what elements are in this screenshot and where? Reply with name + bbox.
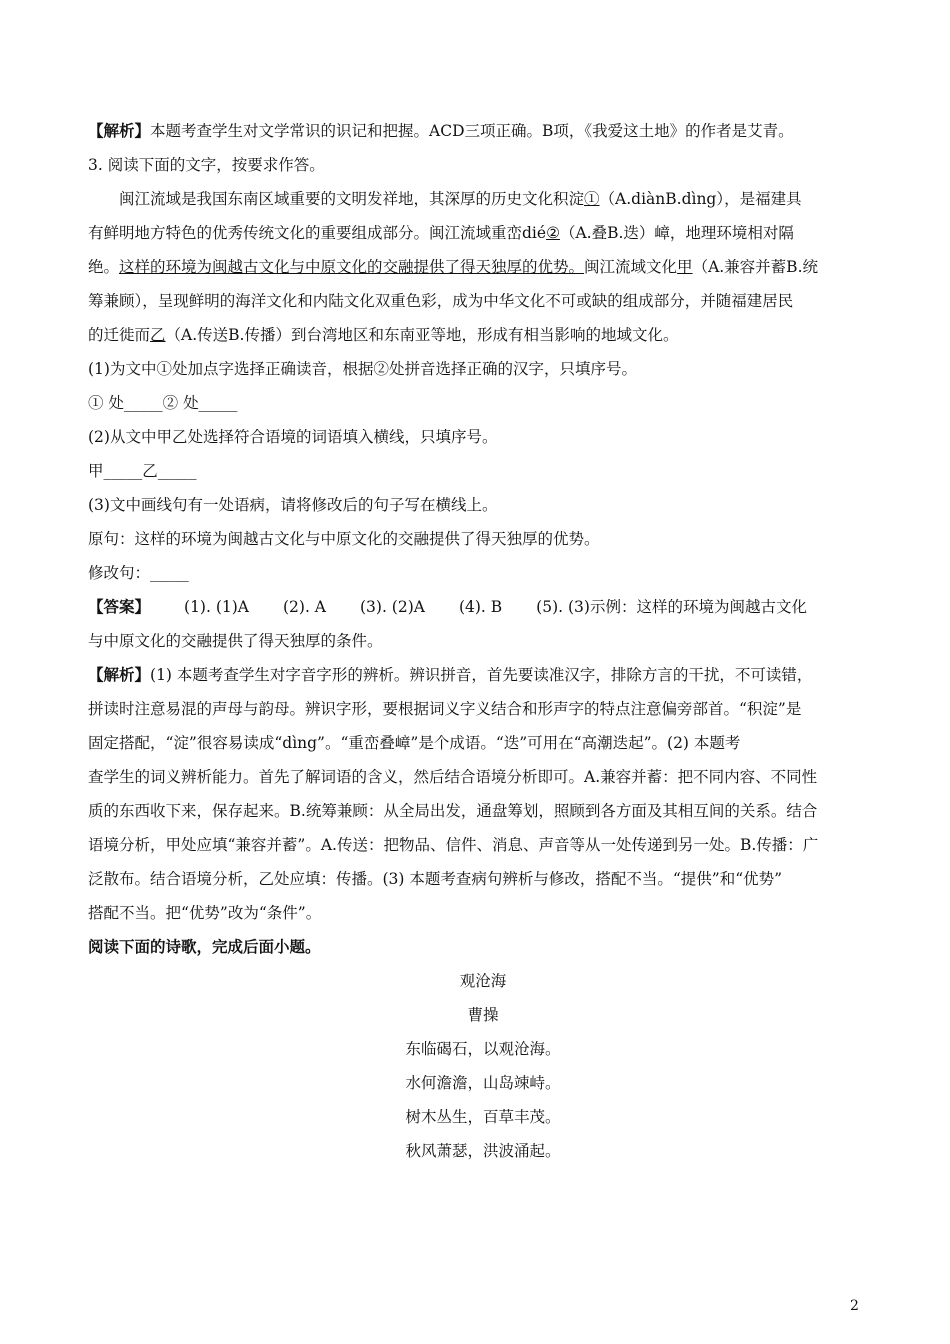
poem-line: 树木丛生，百草丰茂。 — [405, 1108, 561, 1126]
page-number: 2 — [850, 1298, 859, 1314]
analysis-text: (1) 本题考查学生对字音字形的辨析。辨识拼音，首先要读准汉字，排除方言的干扰，不可读错， — [150, 666, 813, 684]
answer-line-2: 与中原文化的交融提供了得天独厚的条件。 — [88, 632, 383, 650]
q3-analysis-line-4: 查学生的词义辨析能力。首先了解词语的含义，然后结合语境分析即可。A.兼容并蓄：把不同内容、不同性 — [88, 768, 818, 786]
passage-line-3 — [88, 250, 878, 284]
q3-analysis-line-6: 语境分析，甲处应填“兼容并蓄”。A.传送：把物品、信件、消息、声音等从一处传递到另一处。B.传播：广 — [88, 836, 819, 854]
passage-text: 有鲜明地方特色的优秀传统文化的重要组成部分。闽江流域重峦dié — [88, 224, 547, 242]
poem-line: 秋风萧瑟，洪波涌起。 — [405, 1142, 561, 1160]
q3-heading: 3. 阅读下面的文字，按要求作答。 — [88, 156, 325, 174]
blank-marker-yi: 乙 — [150, 326, 166, 344]
passage-text: 闽江流域是我国东南区域重要的文明发祥地，其深厚的历史文化积淀 — [119, 190, 585, 208]
passage-text: （A.兼容并蓄B.统 — [692, 258, 819, 276]
sub-question-1: (1)为文中①处加点字选择正确读音，根据②处拼音选择正确的汉字，只填序号。 — [88, 360, 637, 378]
q2-analysis — [88, 114, 878, 148]
passage-text: 绝。 — [88, 258, 120, 276]
q3-analysis-line-2: 拼读时注意易混的声母与韵母。辨识字形，要根据词义字义结合和形声字的特点注意偏旁部首。“积淀”是 — [88, 700, 802, 718]
analysis-tag: 【解析】 — [88, 665, 151, 684]
analysis-tag: 【解析】 — [88, 121, 151, 140]
passage-text: 的迁徙而 — [88, 326, 151, 344]
passage-text: （A.叠B.迭）嶂，地理环境相对隔 — [559, 224, 794, 242]
sub-question-2: (2)从文中甲乙处选择符合语境的词语填入横线，只填序号。 — [88, 428, 498, 446]
answer-part: (4). B — [458, 598, 503, 616]
revised-sentence: 修改句：_____ — [88, 564, 189, 582]
passage-text: （A.diànB.dìng），是福建具 — [599, 190, 802, 208]
sub-question-2-blanks: 甲_____乙_____ — [88, 462, 197, 480]
q3-analysis-line-3: 固定搭配，“淀”很容易读成“dìng”。“重峦叠嶂”是个成语。“迭”可用在“高潮迭起”。(2) 本题考 — [88, 734, 741, 752]
blank-marker-2: ② — [546, 224, 560, 242]
passage-line-4: 筹兼顾），呈现鲜明的海洋文化和内陆文化双重色彩，成为中华文化不可或缺的组成部分，并随福建居民 — [88, 292, 794, 310]
q3-analysis-line-8: 搭配不当。把“优势”改为“条件”。 — [88, 904, 322, 922]
answer-part: (5). (3)示例：这样的环境为闽越古文化 — [536, 598, 807, 616]
q3-analysis-line-1 — [88, 658, 878, 692]
sub-question-3: (3)文中画线句有一处语病，请将修改后的句子写在横线上。 — [88, 496, 498, 514]
page-content — [88, 114, 878, 1168]
answer-part: (1). (1)A — [184, 598, 249, 616]
q3-analysis-line-5: 质的东西收下来，保存起来。B.统筹兼顾：从全局出发，通盘筹划，照顾到各方面及其相互间的关系。结合 — [88, 802, 818, 820]
answer-part: (3). (2)A — [360, 598, 425, 616]
answer-line-1 — [88, 590, 878, 624]
blank-marker-1: ① — [584, 190, 600, 208]
passage-text: 闽江流域文化 — [584, 258, 678, 276]
poem-title: 观沧海 — [459, 972, 507, 990]
poem-line: 水何澹澹，山岛竦峙。 — [405, 1074, 561, 1092]
answer-part: (2). A — [282, 598, 326, 616]
blank-marker-jia: 甲 — [677, 258, 693, 276]
answer-tag: 【答案】 — [88, 597, 151, 616]
poem-author: 曹操 — [467, 1006, 499, 1024]
poem-instruction: 阅读下面的诗歌，完成后面小题。 — [88, 937, 321, 956]
underlined-sentence: 这样的环境为闽越古文化与中原文化的交融提供了得天独厚的优势。 — [119, 258, 585, 276]
passage-line-5 — [88, 318, 878, 352]
passage-line-2 — [88, 216, 878, 250]
passage-text: （A.传送B.传播）到台湾地区和东南亚等地，形成有相当影响的地域文化。 — [165, 326, 679, 344]
original-sentence: 原句：这样的环境为闽越古文化与中原文化的交融提供了得天独厚的优势。 — [88, 530, 600, 548]
sub-question-1-blanks: ① 处_____② 处_____ — [88, 394, 238, 412]
poem-line: 东临碣石，以观沧海。 — [405, 1040, 561, 1058]
passage-line-1 — [88, 182, 878, 216]
q3-analysis-line-7: 泛散布。结合语境分析，乙处应填：传播。(3) 本题考查病句辨析与修改，搭配不当。“提供”和“优势” — [88, 870, 783, 888]
analysis-text: 本题考查学生对文学常识的识记和把握。ACD三项正确。B项，《我爱这土地》的作者是艾青。 — [150, 122, 794, 140]
